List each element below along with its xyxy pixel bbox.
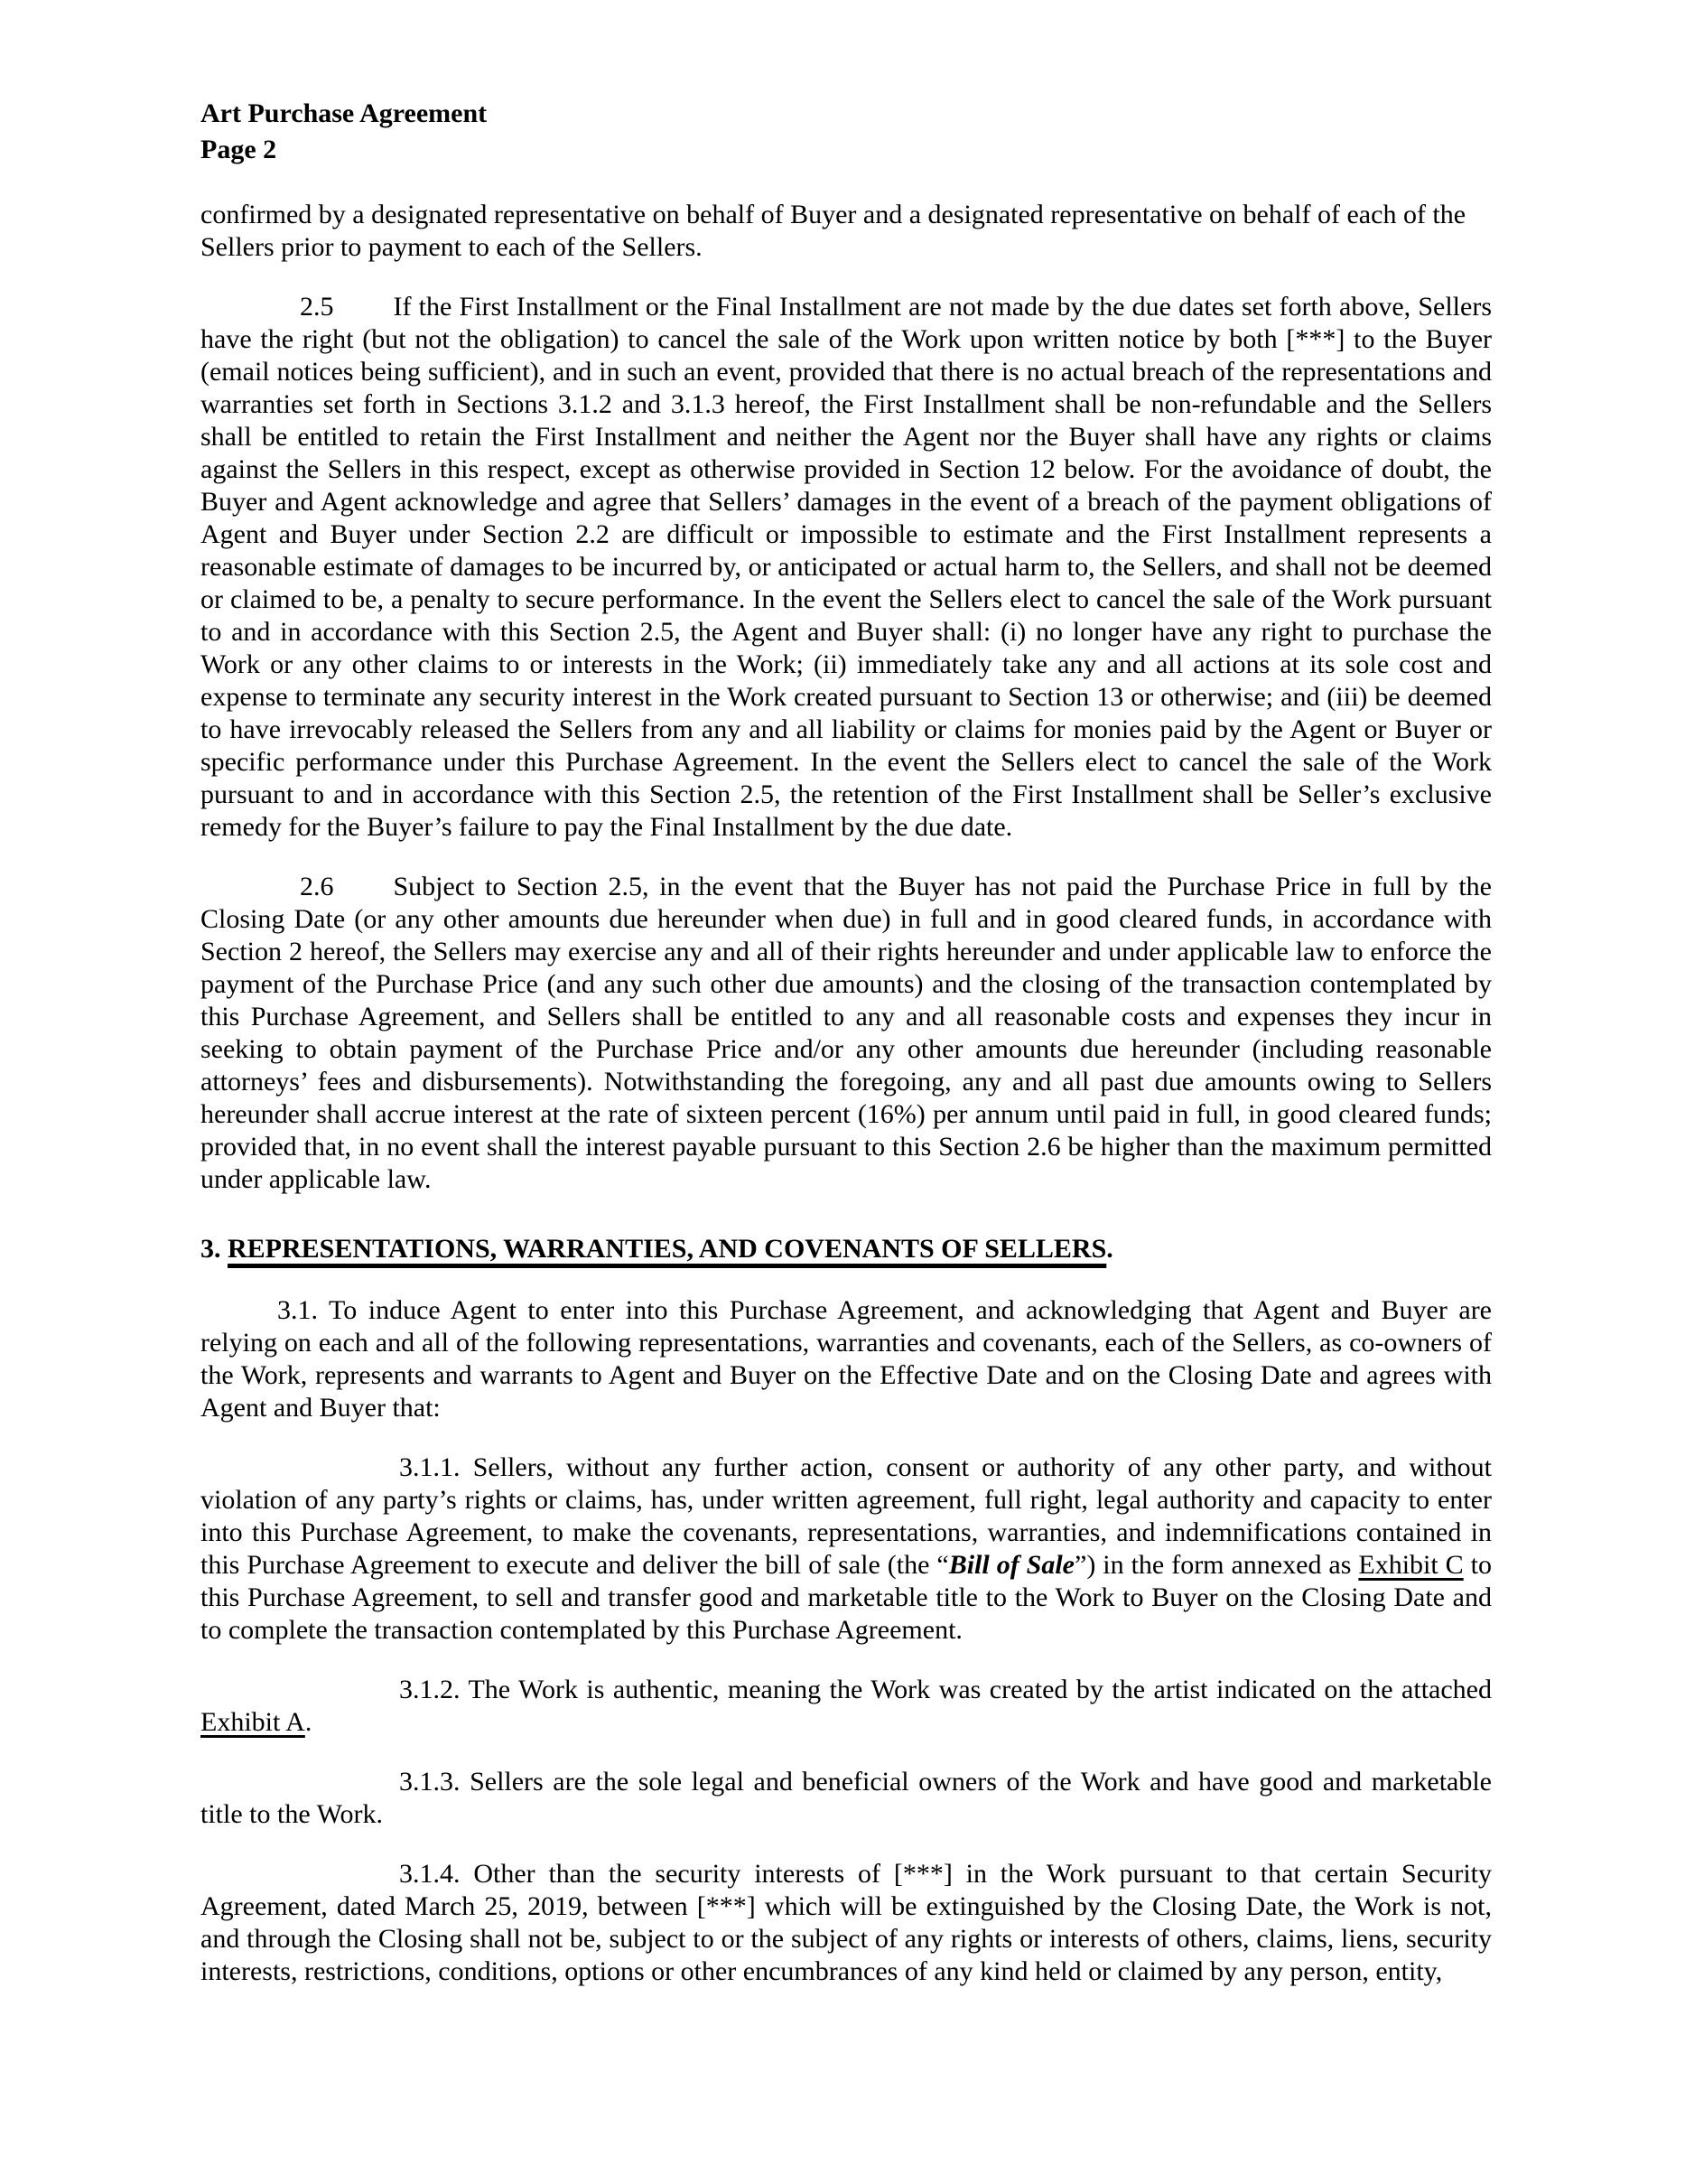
paragraph-section-2-5: 2.5 If the First Installment or the Final Installment are not made by the due dates set forth above, Sellers have the right (but not the obligation) to cancel the sale of the Work upon written notice by both [***] to the Buyer (email notices being sufficient), and in such an event, provided that there is no actual breach of the representations and warranties set forth in Sections 3.1.2 and 3.1.3 hereof, the First Installment shall be non-refundable and the Sellers shall be entitled to retain the First Installment and neither the Agent nor the Buyer shall have any rights or claims against the Sellers in this respect, except as otherwise provided in Section 12 below. For the avoidance of doubt, the Buyer and Agent acknowledge and agree that Sellers’ damages in the event of a breach of the payment obligations of Agent and Buyer under Section 2.2 are difficult or impossible to estimate and the First Installment represents a reasonable estimate of damages to be incurred by, or anticipated or actual harm to, the Sellers, and shall not be deemed or claimed to be, a penalty to secure performance. In the event the Sellers elect to cancel the sale of the Work pursuant to and in accordance with this Section 2.5, the Agent and Buyer shall: (i) no longer have any right to purchase the Work or any other claims to or interests in the Work; (ii) immediately take any and all actions at its sole cost and expense to terminate any security interest in the Work created pursuant to Section 13 or otherwise; and (iii) be deemed to have irrevocably released the Sellers from any and all liability or claims for monies paid by the Agent or Buyer or specific performance under this Purchase Agreement. In the event the Sellers elect to cancel the sale of the Work pursuant to and in accordance with this Section 2.5, the retention of the First Installment shall be Seller’s exclusive remedy for the Buyer’s failure to pay the Final Installment by the due date.	[200, 292, 1492, 842]
document-title: Art Purchase Agreement	[200, 98, 488, 128]
paragraph-section-3-1: 3.1. To induce Agent to enter into this Purchase Agreement, and acknowledging that Agent and Buyer are relying on each and all of the following representations, warranties and covenants, each of the Sellers, as co-owners of the Work, represents and warrants to Agent and Buyer on the Effective Date and on the Closing Date and agrees with Agent and Buyer that:	[200, 1295, 1492, 1423]
page-number-label: Page 2	[200, 135, 277, 164]
paragraph-section-3-1-4: 3.1.4. Other than the security interests of [***] in the Work pursuant to that certain Security Agreement, dated March 25, 2019, between [***] which will be extinguished by the Closing Date, the Work is not, and through the Closing shall not be, subject to or the subject of any rights or interests of others, claims, liens, security interests, restrictions, conditions, options or other encumbrances of any kind held or claimed by any person, entity,	[200, 1859, 1492, 1986]
paragraph-section-2-6: 2.6 Subject to Section 2.5, in the event that the Buyer has not paid the Purchase Price in full by the Closing Date (or any other amounts due hereunder when due) in full and in good cleared funds, in accordance with Section 2 hereof, the Sellers may exercise any and all of their rights hereunder and under applicable law to enforce the payment of the Purchase Price (and any such other due amounts) and the closing of the transaction contemplated by this Purchase Agreement, and Sellers shall be entitled to any and all reasonable costs and expenses they incur in seeking to obtain payment of the Purchase Price and/or any other amounts due hereunder (including reasonable attorneys’ fees and disbursements). Notwithstanding the foregoing, any and all past due amounts owing to Sellers hereunder shall accrue interest at the rate of sixteen percent (16%) per annum until paid in full, in good cleared funds; provided that, in no event shall the interest payable pursuant to this Section 2.6 be higher than the maximum permitted under applicable law.	[200, 872, 1492, 1194]
paragraph-section-3-1-2: 3.1.2. The Work is authentic, meaning the Work was created by the artist indicated on the attached Exhibit A.	[200, 1675, 1492, 1737]
section-3-heading: 3. REPRESENTATIONS, WARRANTIES, AND COVENANTS OF SELLERS.	[200, 1234, 1113, 1264]
paragraph-continuation: confirmed by a designated representative on behalf of Buyer and a designated representative on behalf of each of the Sellers prior to payment to each of the Sellers.	[200, 200, 1466, 262]
paragraph-section-3-1-3: 3.1.3. Sellers are the sole legal and beneficial owners of the Work and have good and marketable title to the Work.	[200, 1767, 1492, 1829]
page-header	[200, 96, 1492, 168]
paragraph-section-3-1-1: 3.1.1. Sellers, without any further action, consent or authority of any other party, and without violation of any party’s rights or claims, has, under written agreement, full right, legal authority and capacity to enter into this Purchase Agreement, to make the covenants, representations, warranties, and indemnifications contained in this Purchase Agreement to execute and deliver the bill of sale (the “Bill of Sale”) in the form annexed as Exhibit C to this Purchase Agreement, to sell and transfer good and marketable title to the Work to Buyer on the Closing Date and to complete the transaction contemplated by this Purchase Agreement.	[200, 1452, 1492, 1645]
document-body	[200, 199, 1492, 1988]
